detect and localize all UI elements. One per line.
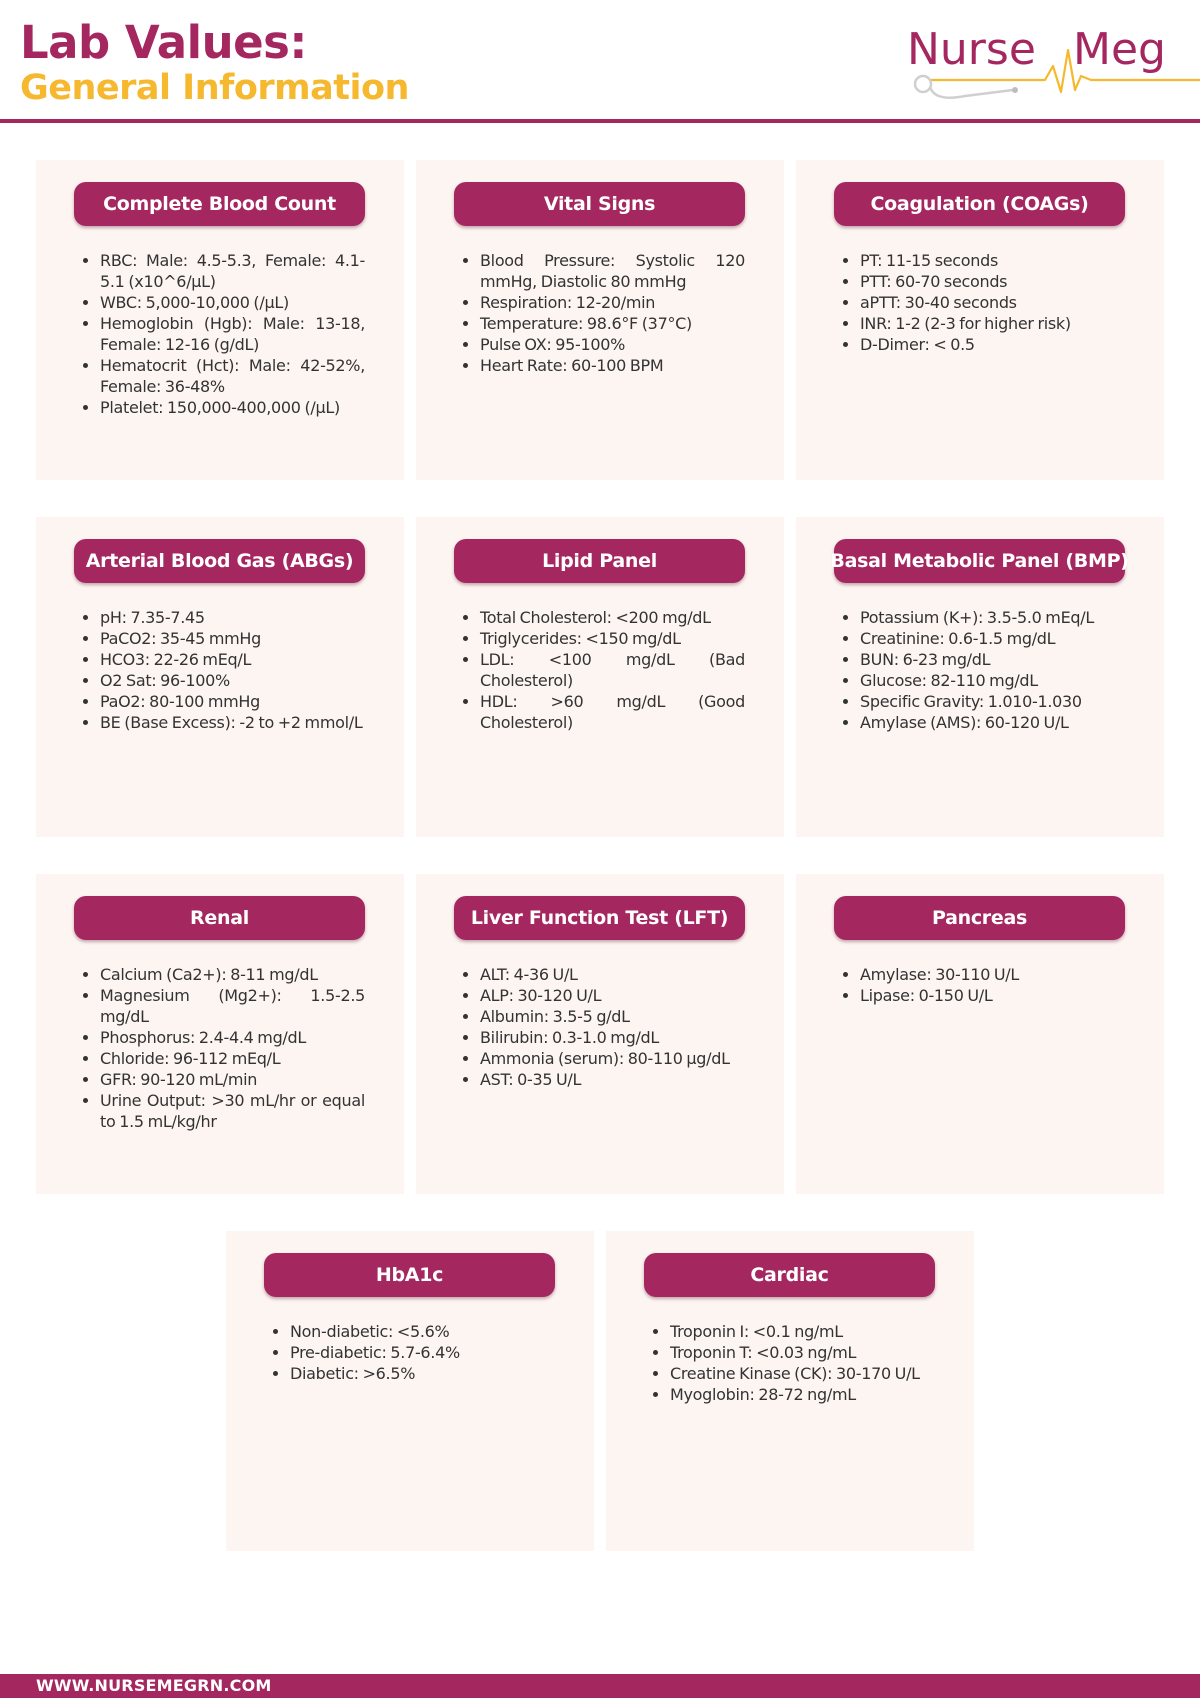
list-item: • INR: 1-2 (2-3 for higher risk) — [860, 313, 1125, 334]
list-item: • Non-diabetic: <5.6% — [290, 1321, 555, 1342]
card-basal-metabolic-panel — [796, 517, 1164, 837]
card-title: Basal Metabolic Panel (BMP) — [830, 550, 1129, 572]
stethoscope-heartbeat-icon — [905, 20, 1200, 102]
list-item: • HCO3: 22-26 mEq/L — [100, 649, 365, 670]
list-item: • Creatinine: 0.6-1.5 mg/dL — [860, 628, 1125, 649]
card-header — [74, 896, 365, 940]
list-item: • Platelet: 150,000-400,000 (/μL) — [100, 397, 365, 418]
page-title: Lab Values: — [20, 16, 307, 69]
list-item: • HDL: >60 mg/dL (Good Cholesterol) — [480, 691, 745, 733]
lab-value-list — [834, 964, 1125, 1006]
logo-text-nurse: Nurse — [907, 24, 1036, 75]
card-title: Arterial Blood Gas (ABGs) — [85, 550, 354, 572]
card-header — [834, 896, 1125, 940]
list-item: • PaO2: 80-100 mmHg — [100, 691, 365, 712]
list-item: • Bilirubin: 0.3-1.0 mg/dL — [480, 1027, 745, 1048]
card-header — [454, 182, 745, 226]
card-header — [264, 1253, 555, 1297]
lab-value-list — [74, 250, 365, 418]
lab-value-list — [454, 607, 745, 733]
list-item: • Troponin T: <0.03 ng/mL — [670, 1342, 935, 1363]
list-item: • RBC: Male: 4.5-5.3, Female: 4.1-5.1 (x10^6/μL) — [100, 250, 365, 292]
card-header — [644, 1253, 935, 1297]
card-coagulation — [796, 160, 1164, 480]
list-item: • Blood Pressure: Systolic 120 mmHg, Diastolic 80 mmHg — [480, 250, 745, 292]
footer-website-url: WWW.NURSEMEGRN.COM — [36, 1676, 272, 1695]
card-header — [454, 896, 745, 940]
card-title: HbA1c — [375, 1264, 444, 1286]
card-title: Complete Blood Count — [103, 193, 336, 215]
lab-value-list — [264, 1321, 555, 1384]
card-lipid-panel — [416, 517, 784, 837]
list-item: • PT: 11-15 seconds — [860, 250, 1125, 271]
card-complete-blood-count — [36, 160, 404, 480]
page-header — [0, 0, 1200, 124]
list-item: • Heart Rate: 60-100 BPM — [480, 355, 745, 376]
list-item: • Hemoglobin (Hgb): Male: 13-18, Female: 12-16 (g/dL) — [100, 313, 365, 355]
list-item: • PTT: 60-70 seconds — [860, 271, 1125, 292]
card-title: Coagulation (COAGs) — [870, 193, 1089, 215]
card-pancreas — [796, 874, 1164, 1194]
card-cardiac — [606, 1231, 974, 1551]
list-item: • Specific Gravity: 1.010-1.030 — [860, 691, 1125, 712]
logo-text-meg: Meg — [1073, 24, 1166, 75]
card-vital-signs — [416, 160, 784, 480]
list-item: • aPTT: 30-40 seconds — [860, 292, 1125, 313]
card-liver-function-test — [416, 874, 784, 1194]
list-item: • Magnesium (Mg2+): 1.5-2.5 mg/dL — [100, 985, 365, 1027]
list-item: • Respiration: 12-20/min — [480, 292, 745, 313]
card-title: Vital Signs — [543, 193, 656, 215]
list-item: • O2 Sat: 96-100% — [100, 670, 365, 691]
lab-value-list — [74, 964, 365, 1132]
list-item: • Creatine Kinase (CK): 30-170 U/L — [670, 1363, 935, 1384]
list-item: • Calcium (Ca2+): 8-11 mg/dL — [100, 964, 365, 985]
list-item: • Diabetic: >6.5% — [290, 1363, 555, 1384]
list-item: • AST: 0-35 U/L — [480, 1069, 745, 1090]
list-item: • Triglycerides: <150 mg/dL — [480, 628, 745, 649]
list-item: • Temperature: 98.6°F (37°C) — [480, 313, 745, 334]
list-item: • Albumin: 3.5-5 g/dL — [480, 1006, 745, 1027]
list-item: • Pre-diabetic: 5.7-6.4% — [290, 1342, 555, 1363]
page-footer — [0, 1674, 1200, 1698]
page-subtitle: General Information — [20, 68, 409, 108]
list-item: • LDL: <100 mg/dL (Bad Cholesterol) — [480, 649, 745, 691]
lab-value-list — [454, 250, 745, 376]
list-item: • Phosphorus: 2.4-4.4 mg/dL — [100, 1027, 365, 1048]
header-divider — [0, 119, 1200, 123]
card-header — [834, 182, 1125, 226]
list-item: • Lipase: 0-150 U/L — [860, 985, 1125, 1006]
list-item: • Amylase: 30-110 U/L — [860, 964, 1125, 985]
card-header — [454, 539, 745, 583]
list-item: • pH: 7.35-7.45 — [100, 607, 365, 628]
list-item: • BUN: 6-23 mg/dL — [860, 649, 1125, 670]
list-item: • Potassium (K+): 3.5-5.0 mEq/L — [860, 607, 1125, 628]
list-item: • Total Cholesterol: <200 mg/dL — [480, 607, 745, 628]
list-item: • ALP: 30-120 U/L — [480, 985, 745, 1006]
card-header — [830, 539, 1129, 583]
card-title: Liver Function Test (LFT) — [470, 907, 729, 929]
list-item: • BE (Base Excess): -2 to +2 mmol/L — [100, 712, 365, 733]
list-item: • Hematocrit (Hct): Male: 42-52%, Female: 36-48% — [100, 355, 365, 397]
card-title: Lipid Panel — [542, 550, 657, 572]
list-item: • Glucose: 82-110 mg/dL — [860, 670, 1125, 691]
list-item: • Pulse OX: 95-100% — [480, 334, 745, 355]
card-title: Cardiac — [750, 1264, 829, 1286]
lab-value-list — [834, 250, 1125, 355]
list-item: • GFR: 90-120 mL/min — [100, 1069, 365, 1090]
card-header — [74, 182, 365, 226]
list-item: • D-Dimer: < 0.5 — [860, 334, 1125, 355]
list-item: • PaCO2: 35-45 mmHg — [100, 628, 365, 649]
lab-value-list — [644, 1321, 935, 1405]
list-item: • Troponin I: <0.1 ng/mL — [670, 1321, 935, 1342]
list-item: • WBC: 5,000-10,000 (/μL) — [100, 292, 365, 313]
card-hba1c — [226, 1231, 594, 1551]
list-item: • Myoglobin: 28-72 ng/mL — [670, 1384, 935, 1405]
list-item: • Chloride: 96-112 mEq/L — [100, 1048, 365, 1069]
card-arterial-blood-gas — [36, 517, 404, 837]
card-title: Renal — [190, 907, 249, 929]
list-item: • Ammonia (serum): 80-110 μg/dL — [480, 1048, 745, 1069]
lab-value-list — [74, 607, 365, 733]
brand-logo — [905, 20, 1200, 102]
lab-value-list — [834, 607, 1125, 733]
card-renal — [36, 874, 404, 1194]
list-item: • Amylase (AMS): 60-120 U/L — [860, 712, 1125, 733]
card-header — [74, 539, 365, 583]
card-title: Pancreas — [931, 907, 1027, 929]
lab-value-list — [454, 964, 745, 1090]
list-item: • Urine Output: >30 mL/hr or equal to 1.5 mL/kg/hr — [100, 1090, 365, 1132]
list-item: • ALT: 4-36 U/L — [480, 964, 745, 985]
